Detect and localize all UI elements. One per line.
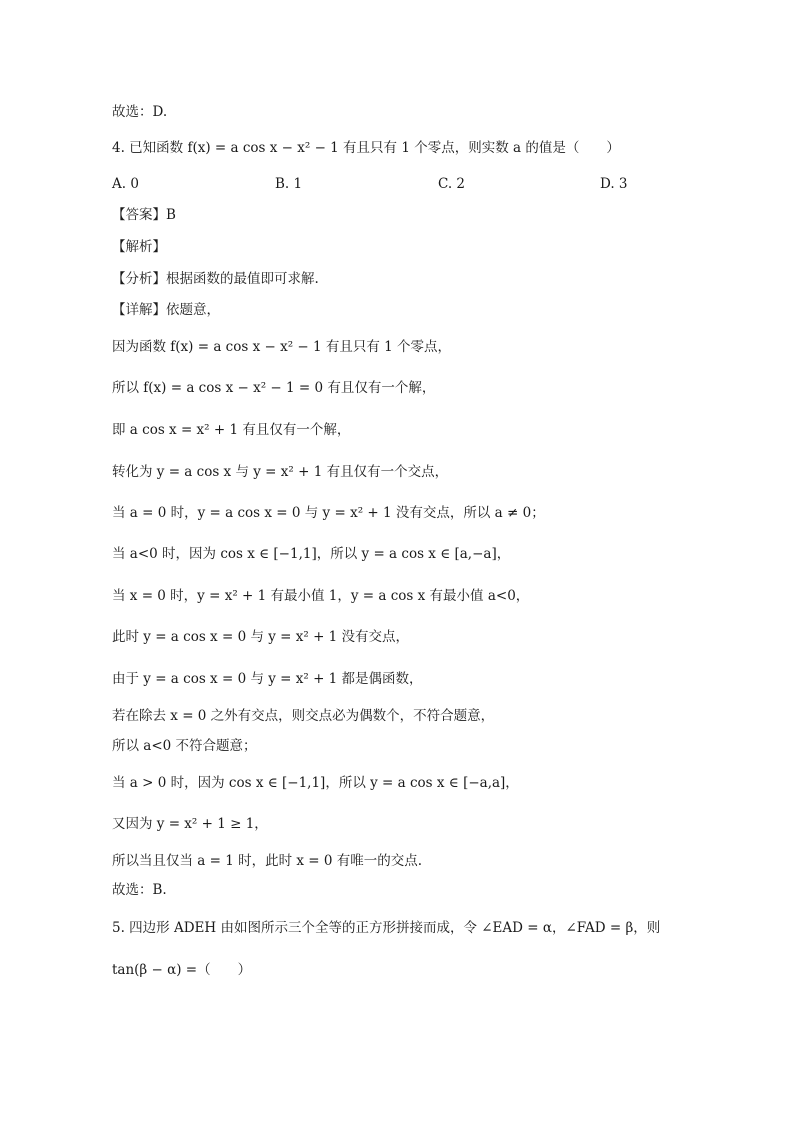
text-line: 若在除去 x = 0 之外有交点，则交点必为偶数个，不符合题意， — [112, 708, 495, 724]
option-c: C. 2 — [438, 176, 466, 192]
analysis-label: 【解析】 — [112, 239, 166, 255]
text-line: 所以 a<0 不符合题意； — [112, 738, 257, 754]
text-line: 当 a > 0 时，因为 cos x ∈ [−1,1]，所以 y = a cos x ∈ [−a,a]， — [112, 775, 519, 791]
question-5-expression: tan(β − α) =（ ） — [112, 962, 252, 978]
text-line: 因为函数 f(x) = a cos x − x² − 1 有且只有 1 个零点， — [112, 339, 452, 355]
answer-label: 【答案】B — [112, 207, 176, 223]
option-a: A. 0 — [112, 176, 139, 192]
text-line: 当 x = 0 时，y = x² + 1 有最小值 1，y = a cos x 有最小值 a<0， — [112, 588, 530, 604]
question-5-stem: 5. 四边形 ADEH 由如图所示三个全等的正方形拼接而成，令 ∠EAD = α，∠FAD = β，则 — [112, 920, 661, 936]
text-line: 当 a<0 时，因为 cos x ∈ [−1,1]，所以 y = a cos x ∈ [a,−a]， — [112, 546, 511, 562]
text-line: 由于 y = a cos x = 0 与 y = x² + 1 都是偶函数， — [112, 671, 423, 687]
option-d: D. 3 — [600, 176, 628, 192]
text-line: 故选：B. — [112, 882, 167, 898]
text-line: 此时 y = a cos x = 0 与 y = x² + 1 没有交点， — [112, 629, 410, 645]
text-line: 即 a cos x = x² + 1 有且仅有一个解， — [112, 422, 351, 438]
analysis-summary: 【分析】根据函数的最值即可求解. — [112, 271, 319, 287]
option-b: B. 1 — [275, 176, 303, 192]
text-line: 转化为 y = a cos x 与 y = x² + 1 有且仅有一个交点， — [112, 464, 449, 480]
text-line: 故选：D. — [112, 104, 168, 120]
text-line: 所以 f(x) = a cos x − x² − 1 = 0 有且仅有一个解， — [112, 380, 436, 396]
text-line: 所以当且仅当 a = 1 时，此时 x = 0 有唯一的交点. — [112, 853, 423, 869]
detail-label: 【详解】依题意， — [112, 302, 220, 318]
text-line: 又因为 y = x² + 1 ≥ 1， — [112, 816, 268, 832]
text-line: 当 a = 0 时，y = a cos x = 0 与 y = x² + 1 没有交点，所以 a ≠ 0； — [112, 505, 545, 521]
question-4-stem: 4. 已知函数 f(x) = a cos x − x² − 1 有且只有 1 个零点，则实数 a 的值是（ ） — [112, 140, 620, 156]
